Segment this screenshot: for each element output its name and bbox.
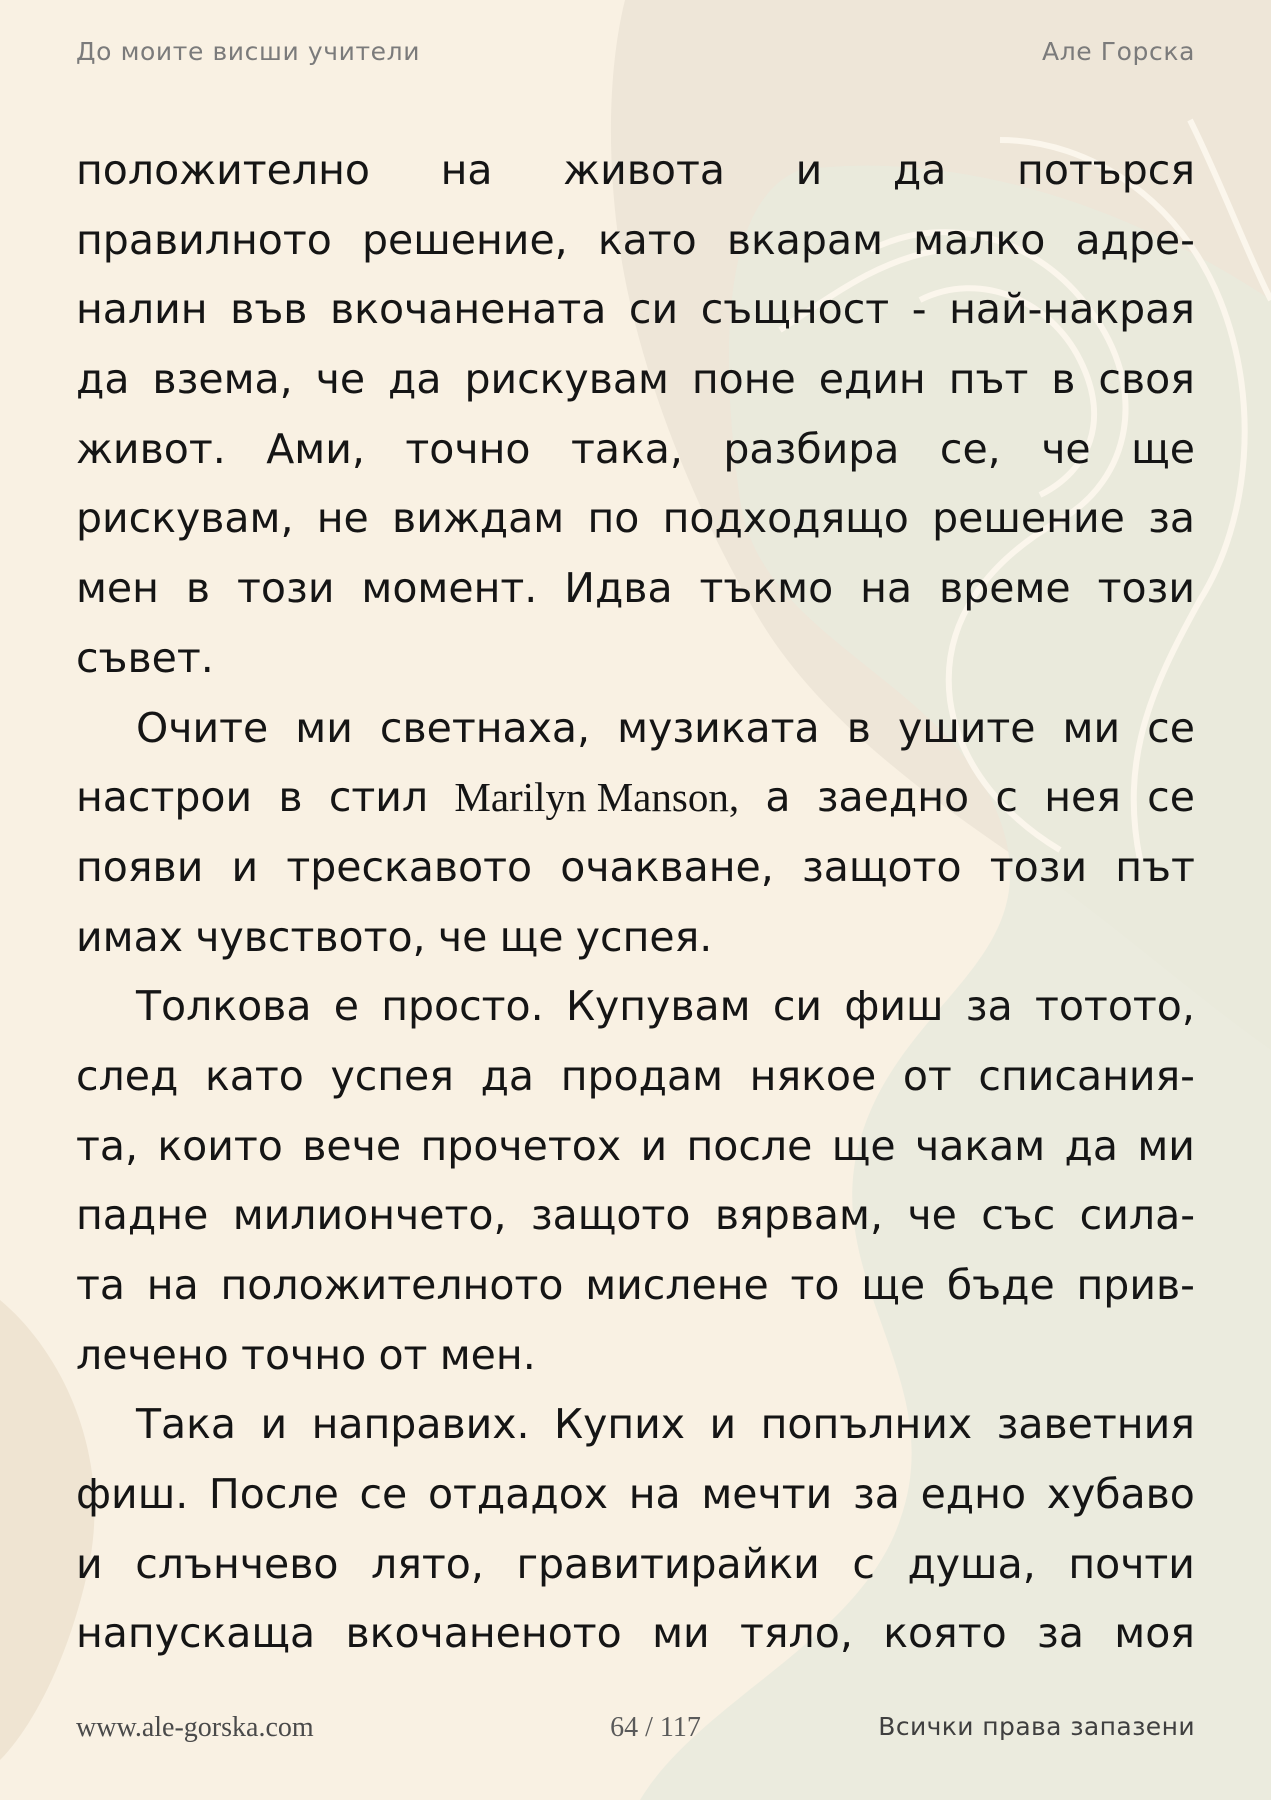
word: взема, bbox=[152, 355, 293, 404]
word: да bbox=[892, 146, 947, 194]
word: път bbox=[948, 355, 1029, 404]
word: Marilyn Manson, bbox=[454, 774, 740, 821]
word: вкарам bbox=[726, 215, 884, 264]
word: Очите bbox=[136, 703, 269, 752]
word: светнаха, bbox=[379, 703, 591, 752]
word: че bbox=[315, 355, 366, 404]
word: Така bbox=[136, 1400, 237, 1449]
text-line bbox=[76, 1460, 1195, 1530]
text-line bbox=[76, 484, 1195, 554]
word: Купих bbox=[553, 1400, 686, 1449]
text-line bbox=[76, 1181, 1195, 1251]
word: продам bbox=[560, 1051, 724, 1100]
word: някое bbox=[749, 1051, 877, 1100]
word: потърся bbox=[1017, 146, 1195, 194]
word: вярвам, bbox=[714, 1191, 883, 1240]
word: направих. bbox=[311, 1400, 530, 1449]
word: от bbox=[902, 1051, 952, 1100]
word: решение bbox=[932, 494, 1125, 543]
word: душа, bbox=[907, 1539, 1036, 1588]
text-line bbox=[76, 624, 1195, 694]
word: живота bbox=[563, 146, 725, 194]
word: Идва bbox=[564, 564, 673, 613]
word: фиш bbox=[844, 982, 944, 1031]
word: на bbox=[146, 1261, 199, 1309]
word: да bbox=[480, 1051, 535, 1100]
word: съвет. bbox=[76, 633, 214, 682]
word: виждам bbox=[392, 494, 565, 543]
word: в bbox=[846, 703, 871, 752]
word: да bbox=[388, 355, 442, 404]
text-line bbox=[76, 1390, 1195, 1460]
website-link[interactable]: www.ale-gorska.com bbox=[76, 1712, 314, 1743]
author-name: Але Горска bbox=[1042, 36, 1195, 66]
word: от bbox=[378, 1330, 428, 1379]
text-line bbox=[76, 136, 1195, 206]
text-line bbox=[76, 1530, 1195, 1600]
word: лято, bbox=[371, 1539, 484, 1588]
word: да bbox=[1064, 1121, 1118, 1170]
word: време bbox=[939, 564, 1071, 613]
word: същност bbox=[700, 285, 890, 334]
text-line bbox=[76, 1321, 1195, 1391]
word: Ами, bbox=[266, 424, 365, 473]
word: че bbox=[1041, 424, 1091, 473]
word: Купувам bbox=[565, 982, 751, 1031]
text-line bbox=[76, 903, 1195, 973]
word: този bbox=[1097, 564, 1195, 613]
word: за bbox=[1037, 1609, 1084, 1658]
word: във bbox=[230, 285, 308, 334]
word: и bbox=[709, 1400, 737, 1449]
word: защото bbox=[530, 1191, 691, 1240]
word: успея bbox=[330, 1051, 454, 1100]
page-number: 64 / 117 bbox=[610, 1712, 701, 1743]
word: вече bbox=[302, 1121, 402, 1170]
word: нея bbox=[1044, 773, 1121, 822]
word: след bbox=[76, 1051, 179, 1100]
text-line bbox=[76, 554, 1195, 624]
word: тотото, bbox=[1034, 982, 1195, 1031]
word: бъде bbox=[946, 1261, 1055, 1309]
text-line bbox=[76, 763, 1195, 833]
copyright-notice: Всички права запазени bbox=[878, 1712, 1195, 1741]
word: милиончето, bbox=[232, 1191, 507, 1240]
word: рискувам bbox=[464, 355, 669, 404]
word: която bbox=[883, 1609, 1007, 1658]
text-line bbox=[76, 275, 1195, 345]
text-line bbox=[76, 972, 1195, 1042]
word: заветния bbox=[996, 1400, 1195, 1449]
word: а bbox=[765, 773, 791, 822]
word: решение, bbox=[362, 215, 568, 264]
indented-line-content bbox=[136, 694, 1195, 764]
word: малко bbox=[913, 215, 1046, 264]
word: за bbox=[965, 982, 1013, 1031]
word: ми bbox=[1137, 1121, 1195, 1170]
word: ми bbox=[652, 1609, 710, 1658]
word: най-накрая bbox=[949, 285, 1195, 334]
word: настрои bbox=[76, 773, 253, 822]
word: ми bbox=[295, 703, 353, 752]
word: че bbox=[437, 912, 488, 961]
word: мен bbox=[76, 564, 159, 613]
word: адре- bbox=[1075, 215, 1195, 264]
word: мен. bbox=[439, 1330, 536, 1379]
word: попълних bbox=[760, 1400, 973, 1449]
word: и bbox=[76, 1539, 103, 1588]
word: мечти bbox=[701, 1470, 833, 1519]
word: отдадох bbox=[427, 1470, 609, 1519]
word: чакам bbox=[914, 1121, 1046, 1170]
word: налин bbox=[76, 285, 208, 334]
text-line bbox=[76, 1251, 1195, 1321]
word: с bbox=[852, 1539, 875, 1588]
text-line bbox=[76, 1599, 1195, 1669]
text-line bbox=[76, 206, 1195, 276]
word: хубаво bbox=[1046, 1470, 1195, 1519]
word: списания- bbox=[978, 1051, 1195, 1100]
word: и bbox=[231, 842, 259, 891]
word: прочетох bbox=[420, 1121, 622, 1170]
word: моя bbox=[1114, 1609, 1195, 1658]
word: вкочанената bbox=[330, 285, 607, 334]
word: за bbox=[852, 1470, 900, 1519]
word: гравитирайки bbox=[516, 1539, 820, 1588]
word: като bbox=[597, 215, 697, 264]
word: не bbox=[316, 494, 369, 543]
word: на bbox=[860, 564, 913, 613]
word: вкочаненото bbox=[345, 1609, 622, 1658]
word: поне bbox=[691, 355, 796, 404]
text-line bbox=[76, 833, 1195, 903]
text-line bbox=[76, 1112, 1195, 1182]
word: просто. bbox=[381, 982, 544, 1031]
word: този bbox=[989, 842, 1088, 891]
word: защото bbox=[801, 842, 962, 891]
word: и bbox=[260, 1400, 288, 1449]
word: се bbox=[1147, 703, 1195, 752]
word: очакване, bbox=[560, 842, 774, 891]
word: напускаща bbox=[76, 1609, 316, 1658]
word: се, bbox=[939, 424, 1001, 473]
word: в bbox=[185, 564, 211, 613]
word: та, bbox=[76, 1121, 139, 1170]
word: та bbox=[76, 1261, 126, 1309]
word: почти bbox=[1068, 1539, 1195, 1588]
word: точно bbox=[241, 1330, 367, 1379]
word: успея. bbox=[575, 912, 713, 961]
word: рискувам, bbox=[76, 494, 294, 543]
word: за bbox=[1148, 494, 1195, 543]
word: и bbox=[640, 1121, 668, 1170]
word: в bbox=[278, 773, 303, 822]
word: подходящо bbox=[662, 494, 909, 543]
word: после bbox=[686, 1121, 813, 1170]
word: си bbox=[628, 285, 679, 334]
word: живот. bbox=[76, 424, 226, 473]
word: на bbox=[628, 1470, 681, 1519]
word: стил bbox=[328, 773, 429, 822]
word: чувството, bbox=[195, 912, 426, 961]
word: тъкмо bbox=[699, 564, 834, 613]
text-line bbox=[76, 415, 1195, 485]
word: с bbox=[995, 773, 1018, 822]
word: е bbox=[333, 982, 359, 1031]
word: точно bbox=[405, 424, 531, 473]
word: своя bbox=[1098, 355, 1195, 404]
word: със bbox=[981, 1191, 1056, 1240]
word: положително bbox=[76, 146, 370, 194]
word: ще bbox=[831, 1121, 896, 1170]
word: положителното bbox=[220, 1261, 564, 1309]
word: си bbox=[772, 982, 823, 1031]
word: ще bbox=[499, 912, 564, 961]
word: то bbox=[790, 1261, 840, 1309]
word: После bbox=[208, 1470, 339, 1519]
word: момент. bbox=[361, 564, 538, 613]
word: се bbox=[1147, 773, 1195, 822]
word: - bbox=[911, 285, 927, 334]
word: по bbox=[587, 494, 640, 543]
word: лечено bbox=[76, 1330, 229, 1379]
word: музиката bbox=[617, 703, 820, 752]
word: фиш. bbox=[76, 1470, 189, 1519]
word: имах bbox=[76, 912, 183, 961]
word: ще bbox=[861, 1261, 926, 1309]
body-text bbox=[76, 136, 1195, 1669]
word: този bbox=[237, 564, 335, 613]
word: прив- bbox=[1076, 1261, 1195, 1309]
word: които bbox=[157, 1121, 283, 1170]
word: появи bbox=[76, 842, 204, 891]
word: разбира bbox=[723, 424, 900, 473]
word: ушите bbox=[897, 703, 1036, 752]
word: ще bbox=[1131, 424, 1195, 473]
word: сила- bbox=[1079, 1191, 1195, 1240]
word: едно bbox=[920, 1470, 1027, 1519]
word: да bbox=[76, 355, 130, 404]
text-line bbox=[76, 1042, 1195, 1112]
indented-line-content bbox=[136, 1390, 1195, 1460]
word: един bbox=[818, 355, 926, 404]
indented-line-content bbox=[136, 972, 1195, 1042]
page-footer bbox=[76, 1712, 1195, 1752]
word: трескавото bbox=[286, 842, 533, 891]
word: така, bbox=[570, 424, 683, 473]
word: се bbox=[359, 1470, 408, 1519]
running-header bbox=[76, 34, 1195, 68]
word: в bbox=[1051, 355, 1076, 404]
word: падне bbox=[76, 1191, 209, 1240]
word: ми bbox=[1062, 703, 1121, 752]
word: на bbox=[440, 146, 493, 194]
word: и bbox=[795, 146, 823, 194]
word: правилното bbox=[76, 215, 332, 264]
word: тяло, bbox=[740, 1609, 853, 1658]
text-line bbox=[76, 694, 1195, 764]
word: че bbox=[907, 1191, 957, 1240]
word: като bbox=[204, 1051, 304, 1100]
text-line bbox=[76, 345, 1195, 415]
book-title: До моите висши учители bbox=[76, 36, 421, 66]
word: Толкова bbox=[136, 982, 312, 1031]
word: път bbox=[1115, 842, 1195, 891]
word: заедно bbox=[816, 773, 970, 822]
word: мислене bbox=[585, 1261, 769, 1309]
word: слънчево bbox=[135, 1539, 339, 1588]
